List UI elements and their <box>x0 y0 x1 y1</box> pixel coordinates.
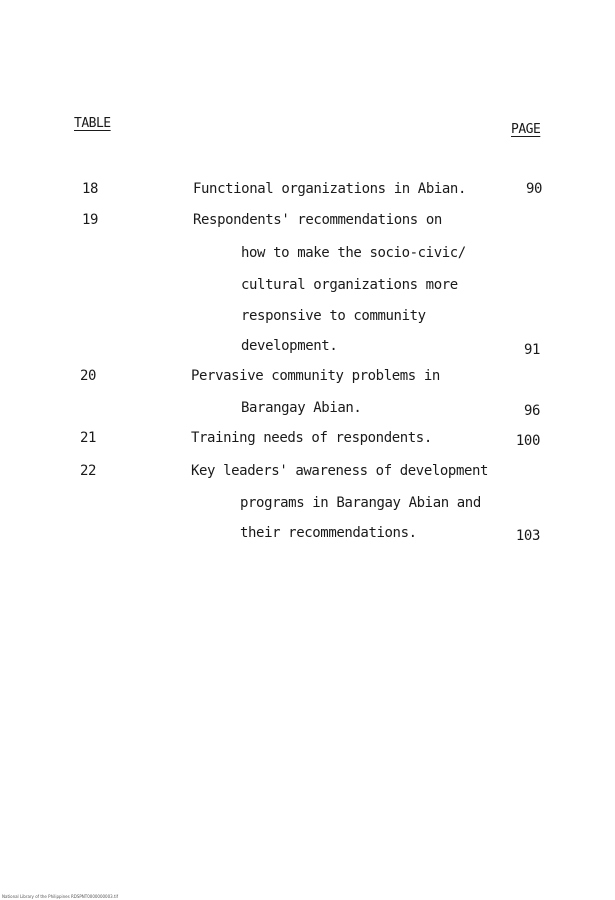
list-item <box>0 181 615 205</box>
list-item-continuation <box>0 400 615 424</box>
page-number: 100 <box>515 433 540 449</box>
table-title-line: Barangay Abian. <box>241 400 362 416</box>
table-number: 18 <box>82 181 99 197</box>
table-number: 22 <box>80 463 97 479</box>
table-title-line: Respondents' recommendations on <box>193 212 442 228</box>
page-number: 103 <box>515 528 540 544</box>
table-number: 21 <box>80 430 97 446</box>
table-title-line: how to make the socio-civic/ <box>241 245 466 261</box>
list-item-continuation <box>0 245 615 269</box>
list-item <box>0 463 615 487</box>
list-item-continuation <box>0 338 615 362</box>
table-number: 20 <box>80 368 97 384</box>
list-item-continuation <box>0 525 615 549</box>
table-title-line: development. <box>241 338 338 354</box>
list-item-continuation <box>0 495 615 519</box>
list-item-continuation <box>0 277 615 301</box>
list-item <box>0 212 615 236</box>
table-title-line: cultural organizations more <box>241 277 458 293</box>
table-title-line: Pervasive community problems in <box>191 368 440 384</box>
table-title-line: Training needs of respondents. <box>191 430 432 446</box>
table-title-line: Key leaders' awareness of development <box>191 463 489 479</box>
list-item-continuation <box>0 308 615 332</box>
table-title-line: their recommendations. <box>240 525 417 541</box>
page-number: 91 <box>523 342 540 358</box>
table-number: 19 <box>82 212 99 228</box>
table-title-line: responsive to community <box>241 308 426 324</box>
page-number: 90 <box>525 181 542 197</box>
list-item <box>0 430 615 454</box>
scan-footer: National Library of the Philippines RDSPNT0000000003.tif <box>2 894 119 899</box>
table-title-line: programs in Barangay Abian and <box>240 495 481 511</box>
list-item <box>0 368 615 392</box>
table-title-line: Functional organizations in Abian. <box>193 181 466 197</box>
page-number: 96 <box>523 403 540 419</box>
table-column-header: TABLE <box>74 116 111 131</box>
page-column-header: PAGE <box>511 122 541 137</box>
